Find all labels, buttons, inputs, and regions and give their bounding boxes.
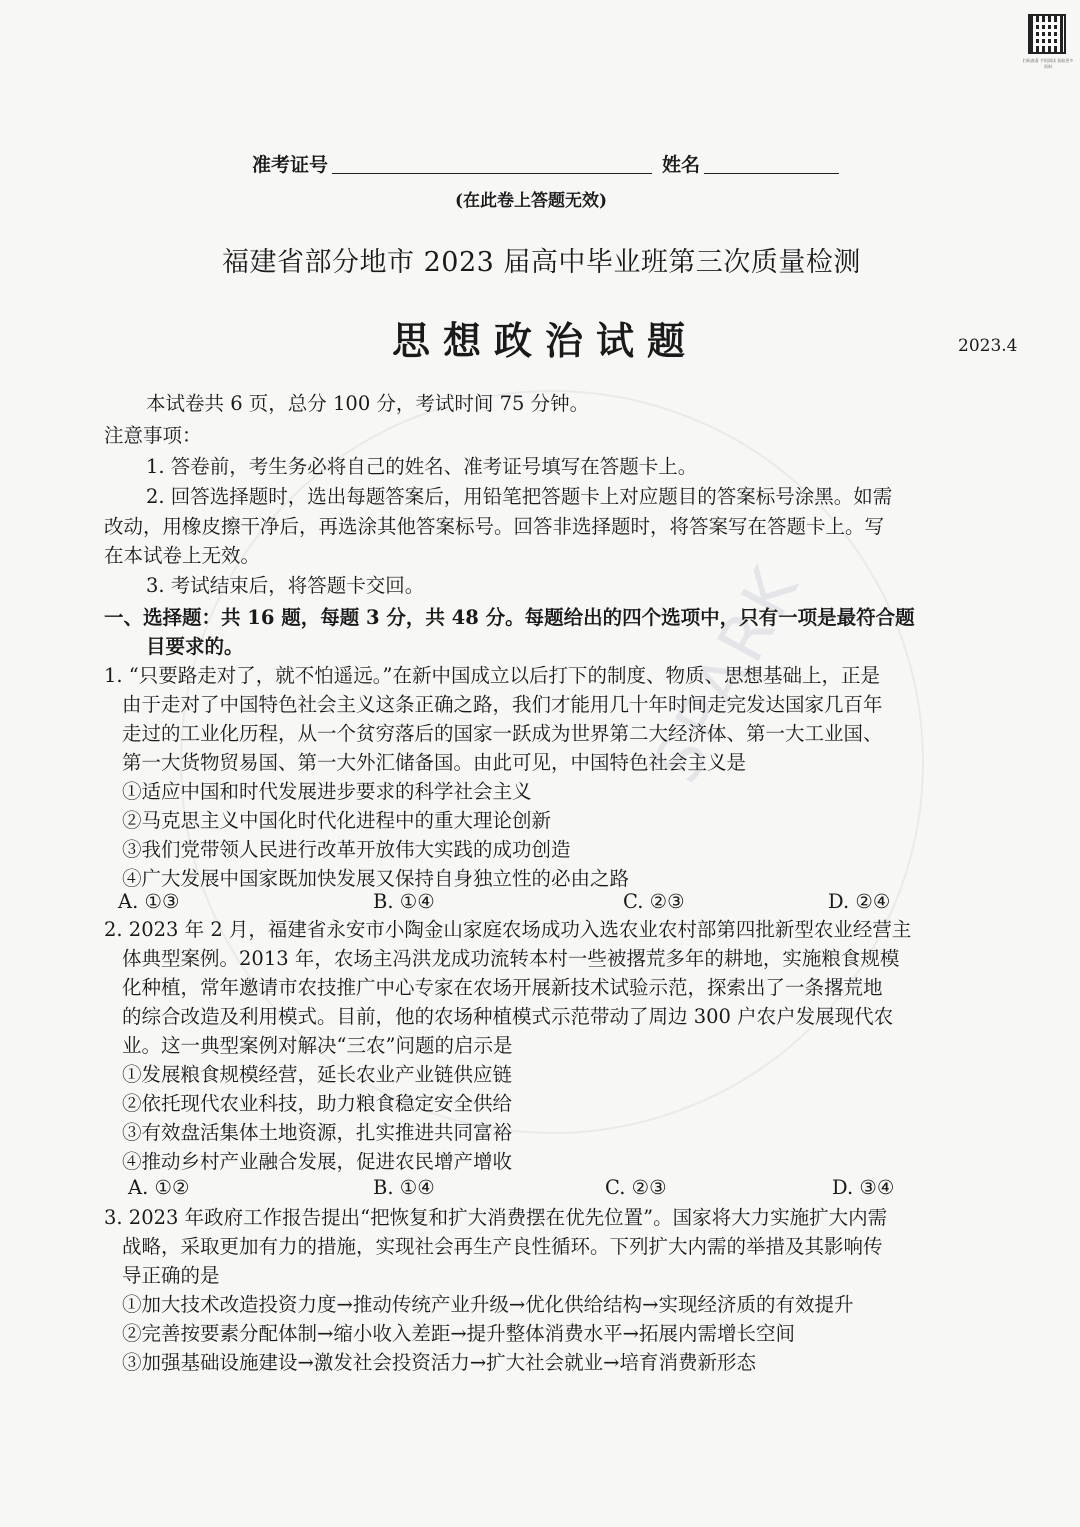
- notice-line: 2. 回答选择题时，选出每题答案后，用铅笔把答题卡上对应题目的答案标号涂黑。如需: [146, 485, 893, 508]
- name-label: 姓名: [662, 154, 701, 176]
- question-3-stem: 3. 2023 年政府工作报告提出“把恢复和扩大消费摆在优先位置”。国家将大力实施扩大内需: [104, 1206, 888, 1229]
- admission-number-field: [332, 155, 652, 174]
- question-3-statement: ②完善按要素分配体制→缩小收入差距→提升整体消费水平→拓展内需增长空间: [122, 1322, 796, 1345]
- answer-note: (在此卷上答题无效): [455, 191, 608, 211]
- subject-title: 思想政治试题: [392, 318, 699, 363]
- name-field: [704, 155, 839, 174]
- exam-title: 福建省部分地市 2023 届高中毕业班第三次质量检测: [222, 247, 861, 278]
- qr-code: [1028, 14, 1066, 54]
- section-heading: 一、选择题：共 16 题，每题 3 分，共 48 分。每题给出的四个选项中，只有一项是最符合题: [104, 606, 915, 629]
- watermark-logo: SPARK: [640, 552, 816, 795]
- question-2-stem: 体典型案例。2013 年，农场主冯洪龙成功流转本村一些被撂荒多年的耕地，实施粮食规模: [122, 947, 900, 970]
- qr-caption: 扫码查看 手机阅读 获取更多资料: [1022, 58, 1074, 69]
- option-b[interactable]: B. ①④: [373, 1176, 435, 1199]
- notice-line: 在本试卷上无效。: [104, 544, 261, 567]
- option-a[interactable]: A. ①②: [128, 1176, 190, 1199]
- notice-line: 3. 考试结束后，将答题卡交回。: [146, 574, 425, 597]
- question-3-stem: 导正确的是: [122, 1264, 220, 1287]
- notice-heading: 注意事项：: [104, 424, 202, 447]
- exam-date: 2023.4: [958, 336, 1018, 356]
- question-2-stem: 2. 2023 年 2 月，福建省永安市小陶金山家庭农场成功入选农业农村部第四批新型农业经营主: [104, 918, 912, 941]
- question-1-statement: ②马克思主义中国化时代化进程中的重大理论创新: [122, 809, 552, 832]
- question-3-statement: ①加大技术改造投资力度→推动传统产业升级→优化供给结构→实现经济质的有效提升: [122, 1293, 854, 1316]
- option-c[interactable]: C. ②③: [623, 890, 685, 913]
- question-2-statement: ③有效盘活集体土地资源，扎实推进共同富裕: [122, 1121, 513, 1144]
- exam-intro: 本试卷共 6 页，总分 100 分，考试时间 75 分钟。: [146, 392, 590, 415]
- question-2-stem: 的综合改造及利用模式。目前，他的农场种植模式示范带动了周边 300 户农户发展现代农: [122, 1005, 894, 1028]
- option-d[interactable]: D. ②④: [828, 890, 891, 913]
- option-c[interactable]: C. ②③: [605, 1176, 667, 1199]
- option-b[interactable]: B. ①④: [373, 890, 435, 913]
- question-2-statement: ④推动乡村产业融合发展，促进农民增产增收: [122, 1150, 513, 1173]
- question-1-stem: 1. “只要路走对了，就不怕遥远。”在新中国成立以后打下的制度、物质、思想基础上，正是: [104, 664, 880, 687]
- question-2-statement: ①发展粮食规模经营，延长农业产业链供应链: [122, 1063, 513, 1086]
- question-1-stem: 走过的工业化历程，从一个贫穷落后的国家一跃成为世界第二大经济体、第一大工业国、: [122, 722, 883, 745]
- section-heading-cont: 目要求的。: [146, 635, 244, 658]
- question-2-statement: ②依托现代农业科技，助力粮食稳定安全供给: [122, 1092, 513, 1115]
- option-a[interactable]: A. ①③: [118, 890, 180, 913]
- exam-header: [252, 150, 839, 177]
- question-1-stem: 由于走对了中国特色社会主义这条正确之路，我们才能用几十年时间走完发达国家几百年: [122, 693, 883, 716]
- question-2-stem: 化种植，常年邀请市农技推广中心专家在农场开展新技术试验示范，探索出了一条撂荒地: [122, 976, 883, 999]
- admission-label: 准考证号: [252, 154, 329, 176]
- question-2-stem: 业。这一典型案例对解决“三农”问题的启示是: [122, 1034, 513, 1057]
- question-1-statement: ③我们党带领人民进行改革开放伟大实践的成功创造: [122, 838, 571, 861]
- question-3-stem: 战略，采取更加有力的措施，实现社会再生产良性循环。下列扩大内需的举措及其影响传: [122, 1235, 883, 1258]
- notice-line: 改动，用橡皮擦干净后，再选涂其他答案标号。回答非选择题时，将答案写在答题卡上。写: [104, 515, 885, 538]
- notice-line: 1. 答卷前，考生务必将自己的姓名、准考证号填写在答题卡上。: [146, 455, 698, 478]
- question-1-statement: ④广大发展中国家既加快发展又保持自身独立性的必由之路: [122, 867, 630, 890]
- question-3-statement: ③加强基础设施建设→激发社会投资活力→扩大社会就业→培育消费新形态: [122, 1351, 757, 1374]
- question-1-statement: ①适应中国和时代发展进步要求的科学社会主义: [122, 780, 532, 803]
- option-d[interactable]: D. ③④: [832, 1176, 895, 1199]
- question-1-stem: 第一大货物贸易国、第一大外汇储备国。由此可见，中国特色社会主义是: [122, 751, 747, 774]
